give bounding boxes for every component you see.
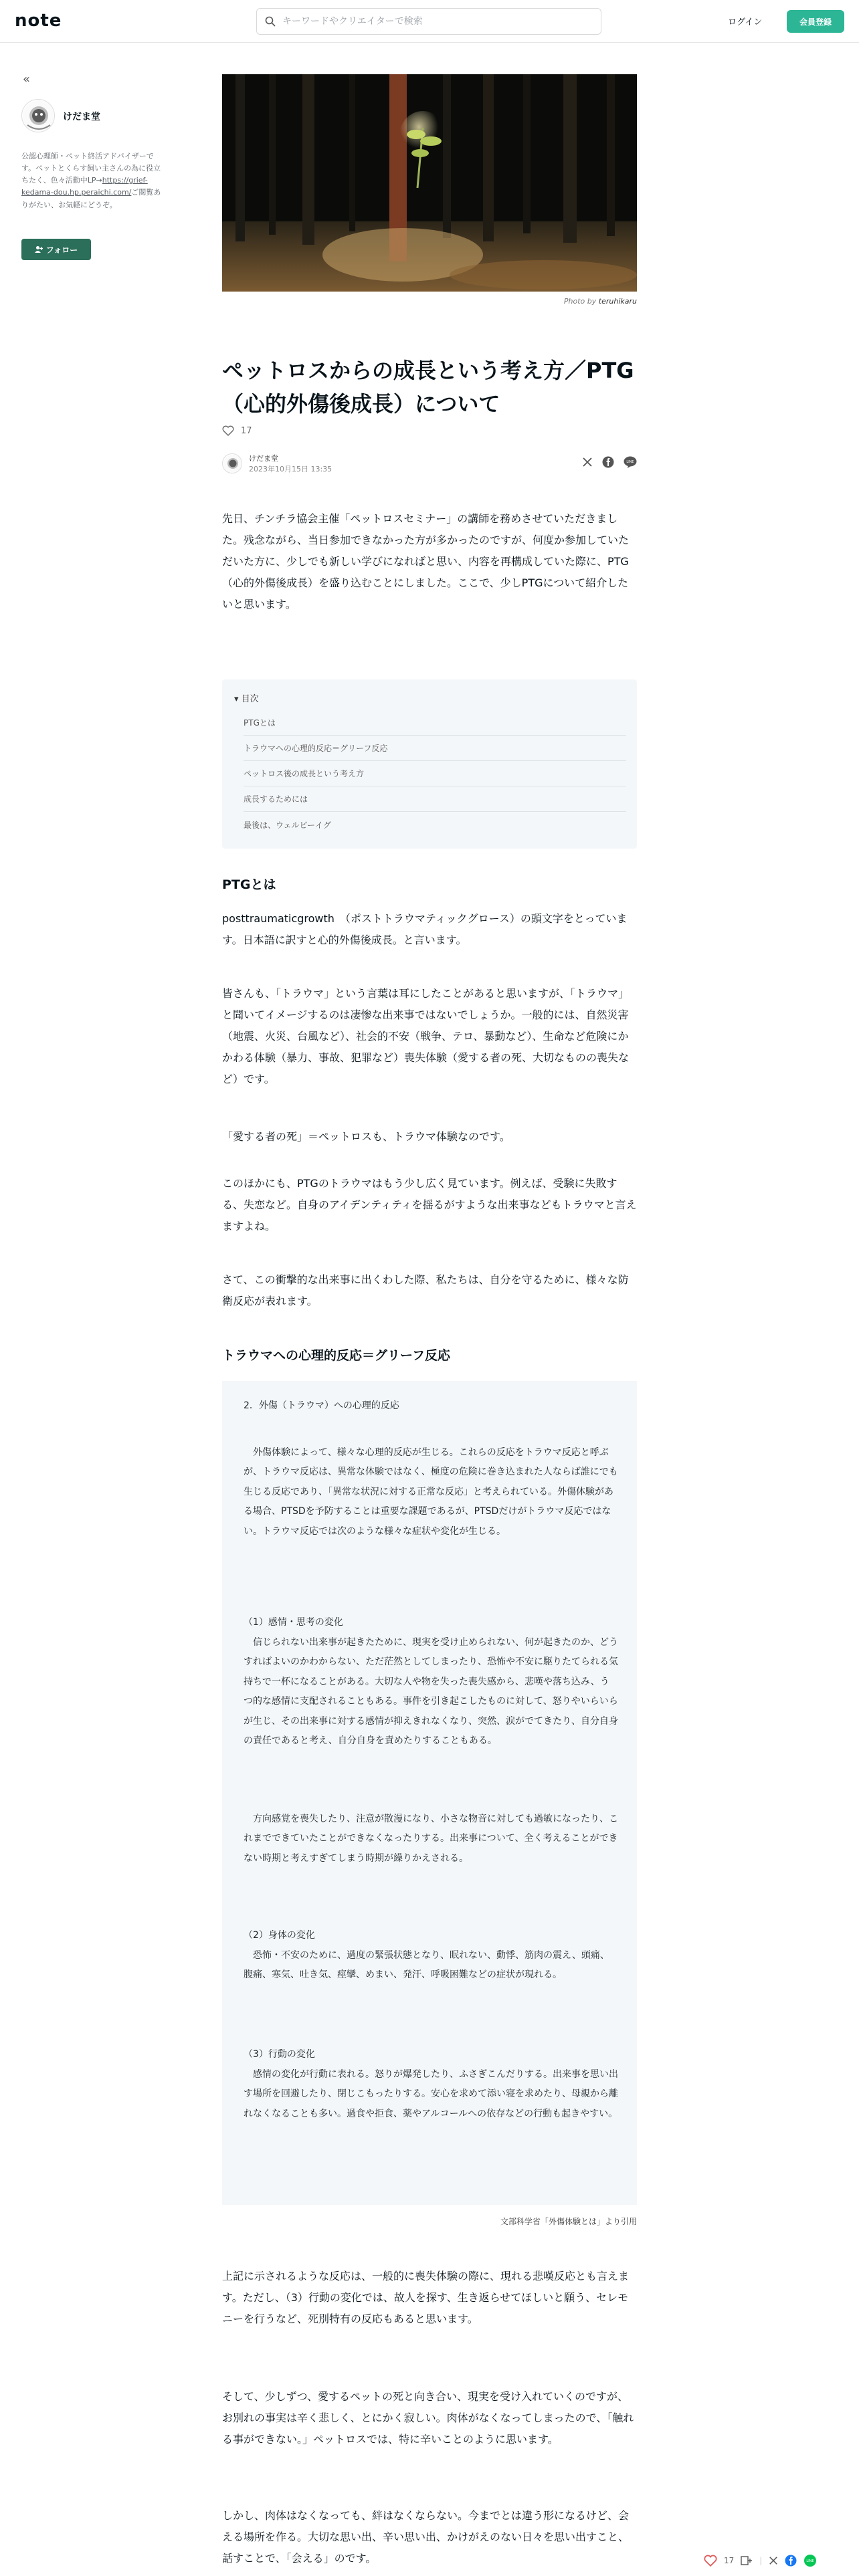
like-count: 17 [241, 425, 252, 436]
caret-down-icon: ▾ [234, 694, 242, 704]
sidebar-author-name[interactable]: けだま堂 [63, 112, 100, 122]
author-avatar[interactable] [21, 99, 55, 132]
x-share-icon[interactable] [582, 457, 593, 467]
floating-like-count: 17 [724, 2556, 735, 2565]
quote-text: 感情の変化が行動に表れる。怒りが爆発したり、ふさぎこんだりする。出来事を思い出す場所を回避したり、閉じこもったりする。安心を求めて添い寝を求めたり、母親から離れなくなることも多い。過食や拒食、薬やアルコールへの依存などの行動も起きやすい。 [244, 2069, 618, 2119]
quote-subtitle: （3）行動の変化 [244, 2049, 315, 2060]
quote-text: 恐怖・不安のために、過度の緊張状態となり、眠れない、動悸、筋肉の震え、頭痛、腹痛、寒気、吐き気、痙攣、めまい、発汗、呼吸困難などの症状が現れる。 [244, 1950, 609, 1981]
paragraph: しかし、肉体はなくなっても、絆はなくならない。今までとは違う形になるけど、会える場所を作る。大切な思い出、辛い思い出、かけがえのない日々を思い出すこと、話すことで、「会える」のです。 [222, 2509, 630, 2565]
heart-icon[interactable] [222, 425, 234, 436]
photo-credit: Photo by teruhikaru [563, 297, 637, 306]
search-icon [265, 16, 276, 27]
note-logo[interactable]: note [15, 11, 62, 31]
facebook-share-icon[interactable] [785, 2555, 797, 2567]
paragraph: そして、少しずつ、愛するペットの死と向き合い、現実を受け入れていくのですが、お別れの事実は辛く悲しく、とにかく寂しい。肉体がなくなってしまったので、「触れる事ができない。」ペットロスでは、特に辛いことのように思います。 [222, 2390, 634, 2446]
facebook-share-icon[interactable] [602, 456, 614, 468]
svg-text:LINE: LINE [806, 2559, 814, 2563]
toc-item[interactable]: 最後は、ウェルビーイグ [244, 820, 331, 830]
quote-text: 信じられない出来事が起きたために、現実を受け止められない、何が起きたのか、どうすればよいのかわからない、ただ茫然としてしまったり、恐怖や不安に駆りたてられる気持ちで一杯になることがある。大切な人や物を失った喪失感から、悲嘆や落ち込み、うつ的な感情に支配されることもある。事件を引き起こしたものに対して、怒りやいらいらが生じ、その出来事に対する感情が抑えきれなくなり、突然、涙がでてきたり、自分自身の責任であると考え、自分自身を責めたりすることもある。 [244, 1637, 618, 1746]
intro-paragraph: 先日、チンチラ協会主催「ペットロスセミナー」の講師を務めさせていただきました。残念ながら、当日参加できなかった方が多かったのですが、何度か参加していただいた方に、少しでも新しい学びになればと思い、内容を再構成していた際に、PTG（心的外傷後成長）を盛り込むことにしました。ここで、少しPTGについて紹介したいと思います。 [222, 512, 630, 611]
hero-image [222, 74, 637, 292]
author-bio: 公認心理師・ペット終活アドバイザーです。ペットとくらす飼い主さんの為に役立ちたく、色々活動中LP→https://grief-kedama-dou.hp.peraichi.com/ご閲覧ありがたい、お気軽にどうぞ。 [21, 152, 161, 209]
line-share-icon[interactable] [803, 2555, 817, 2567]
photo-credit-name[interactable]: teruhikaru [598, 297, 637, 306]
publish-date: 2023年10月15日 13:35 [249, 465, 332, 473]
magazine-add-icon[interactable] [741, 2555, 753, 2566]
quote-text: 方向感覚を喪失したり、注意が散漫になり、小さな物音に対しても過敏になったり、これまでできていたことができなくなったりする。出来事について、全く考えることができない時期と考えすぎてしまう時期が繰りかえされる。 [244, 1814, 618, 1864]
toc-item[interactable]: ペットロス後の成長という考え方 [244, 761, 626, 786]
forest-photo [222, 74, 637, 292]
quote-title: 2．外傷（トラウマ）への心理的反応 [244, 1400, 399, 1411]
floating-action-bar [704, 2551, 859, 2571]
table-of-contents [222, 679, 637, 849]
user-plus-icon [35, 245, 43, 253]
toc-toggle[interactable]: ▾ 目次 [234, 694, 259, 704]
signup-button[interactable]: 会員登録 [787, 10, 844, 33]
heading-ptg: PTGとは [222, 877, 276, 892]
search-box[interactable] [256, 8, 601, 35]
quote-text: 外傷体験によって、様々な心理的反応が生じる。これらの反応をトラウマ反応と呼ぶが、トラウマ反応は、異常な体験ではなく、極度の危険に巻き込まれた人ならば誰にでも生じる反応であり、「異常な状況に対する正常な反応」と考えられている。外傷体験がある場合、PTSDを予防することは重要な課題であるが、PTSDだけがトラウマ反応ではない。トラウマ反応では次のような様々な症状や変化が生じる。 [244, 1447, 618, 1537]
line-share-icon[interactable] [624, 456, 637, 468]
paragraph: さて、この衝撃的な出来事に出くわした際、私たちは、自分を守るために、様々な防衛反応が表れます。 [222, 1273, 629, 1307]
search-input[interactable] [282, 16, 577, 27]
article-author-avatar[interactable] [222, 453, 242, 473]
bio-link[interactable]: https://grief-kedama-dou.hp.peraichi.com/ [21, 176, 148, 197]
login-link[interactable]: ログイン [728, 17, 763, 27]
divider: | [759, 2556, 763, 2565]
toc-item[interactable]: トラウマへの心理的反応＝グリーフ反応 [244, 736, 626, 761]
quote-subtitle: （2）身体の変化 [244, 1930, 315, 1941]
site-header [0, 0, 859, 43]
article-author-name[interactable]: けだま堂 [249, 454, 278, 463]
article-title: ペットロスからの成長という考え方／PTG（心的外傷後成長）について [222, 358, 634, 417]
share-buttons [582, 456, 637, 468]
paragraph: 「愛する者の死」＝ペットロスも、トラウマ体験なのです。 [222, 1130, 510, 1143]
paragraph: posttraumaticgrowth （ポストトラウマティックグロース）の頭文字をとっています。日本語に訳すと心的外傷後成長。と言います。 [222, 912, 628, 946]
paragraph: このほかにも、PTGのトラウマはもう少し広く見ています。例えば、受験に失敗する、失恋など。自身のアイデンティティを揺るがすような出来事などもトラウマと言えますよね。 [222, 1177, 637, 1232]
paragraph: 皆さんも、「トラウマ」という言葉は耳にしたことがあると思いますが、「トラウマ」と聞いてイメージするのは凄惨な出来事ではないでしょうか。一般的には、自然災害（地震、火災、台風など）、社会的不安（戦争、テロ、暴動など）、生命など危険にかかわる体験（暴力、事故、犯罪など）喪失体験（愛する者の死、大切なものの喪失など）です。 [222, 987, 630, 1085]
quote-subtitle: （1）感情・思考の変化 [244, 1617, 343, 1628]
toc-item[interactable]: 成長するためには [244, 786, 626, 812]
quote-source: 文部科学省「外傷体験とは」より引用 [500, 2217, 637, 2226]
author-row [222, 452, 637, 479]
x-share-icon[interactable] [769, 2556, 778, 2565]
svg-text:LINE: LINE [626, 460, 634, 464]
toc-item[interactable]: PTGとは [244, 710, 626, 736]
follow-button[interactable]: フォロー [21, 239, 91, 260]
heart-icon[interactable] [704, 2555, 717, 2567]
paragraph: 上記に示されるような反応は、一般的に喪失体験の際に、現れる悲嘆反応とも言えます。ただし、（3）行動の変化では、故人を探す、生き返らせてほしいと願う、セレモニーを行うなど、死別特有の反応もあると思います。 [222, 2270, 630, 2325]
like-area[interactable] [222, 425, 252, 436]
avatar-illustration-icon [22, 100, 55, 132]
avatar-illustration-icon [223, 454, 242, 473]
collapse-sidebar-icon[interactable]: « [23, 72, 31, 86]
heading-grief-reaction: トラウマへの心理的反応＝グリーフ反応 [222, 1348, 451, 1363]
